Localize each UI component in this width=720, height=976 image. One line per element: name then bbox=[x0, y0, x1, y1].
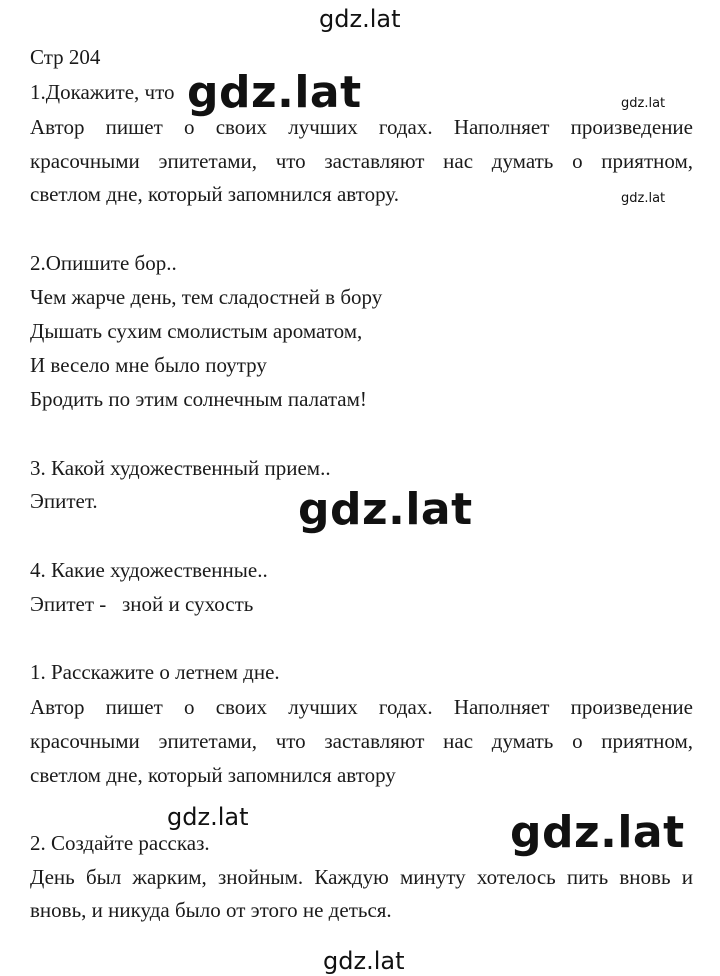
watermark-large-3: gdz.lat bbox=[510, 807, 685, 858]
watermark-small-1: gdz.lat bbox=[621, 96, 666, 111]
watermark-lower-left: gdz.lat bbox=[167, 803, 249, 831]
question-3-title: 3. Какой художественный прием.. bbox=[30, 456, 331, 480]
question-3-answer: Эпитет. bbox=[30, 489, 98, 513]
poem-line: Чем жарче день, тем сладостней в бору bbox=[30, 285, 383, 309]
section2-question-1-answer-line: красочными эпитетами, что заставляют нас думать о приятном, bbox=[30, 729, 693, 753]
question-1-answer-line: Автор пишет о своих лучших годах. Наполняет произведение bbox=[30, 115, 693, 139]
watermark-top: gdz.lat bbox=[319, 5, 401, 33]
section2-question-2-answer-line: День был жарким, знойным. Каждую минуту хотелось пить вновь и bbox=[30, 865, 693, 889]
section2-question-1-title: 1. Расскажите о летнем дне. bbox=[30, 660, 280, 684]
question-4-title: 4. Какие художественные.. bbox=[30, 558, 268, 582]
page-header: Стр 204 bbox=[30, 45, 101, 69]
poem-line: И весело мне было поутру bbox=[30, 353, 267, 377]
question-1-answer-line: светлом дне, который запомнился автору. bbox=[30, 182, 399, 206]
watermark-large-2: gdz.lat bbox=[298, 484, 473, 535]
question-2-title: 2.Опишите бор.. bbox=[30, 251, 177, 275]
watermark-large-1: gdz.lat bbox=[187, 67, 362, 118]
section2-question-2-answer-line: вновь, и никуда было от этого не деться. bbox=[30, 898, 392, 922]
section2-question-1-answer-line: Автор пишет о своих лучших годах. Наполняет произведение bbox=[30, 695, 693, 719]
poem-line: Дышать сухим смолистым ароматом, bbox=[30, 319, 363, 343]
section2-question-1-answer-line: светлом дне, который запомнился автору bbox=[30, 763, 396, 787]
question-1-answer-line: красочными эпитетами, что заставляют нас думать о приятном, bbox=[30, 149, 693, 173]
poem-line: Бродить по этим солнечным палатам! bbox=[30, 387, 367, 411]
watermark-small-2: gdz.lat bbox=[621, 191, 666, 206]
watermark-bottom: gdz.lat bbox=[323, 947, 405, 975]
question-1-title: 1.Докажите, что bbox=[30, 80, 175, 104]
question-4-answer: Эпитет - зной и сухость bbox=[30, 592, 254, 616]
section2-question-2-title: 2. Создайте рассказ. bbox=[30, 831, 210, 855]
